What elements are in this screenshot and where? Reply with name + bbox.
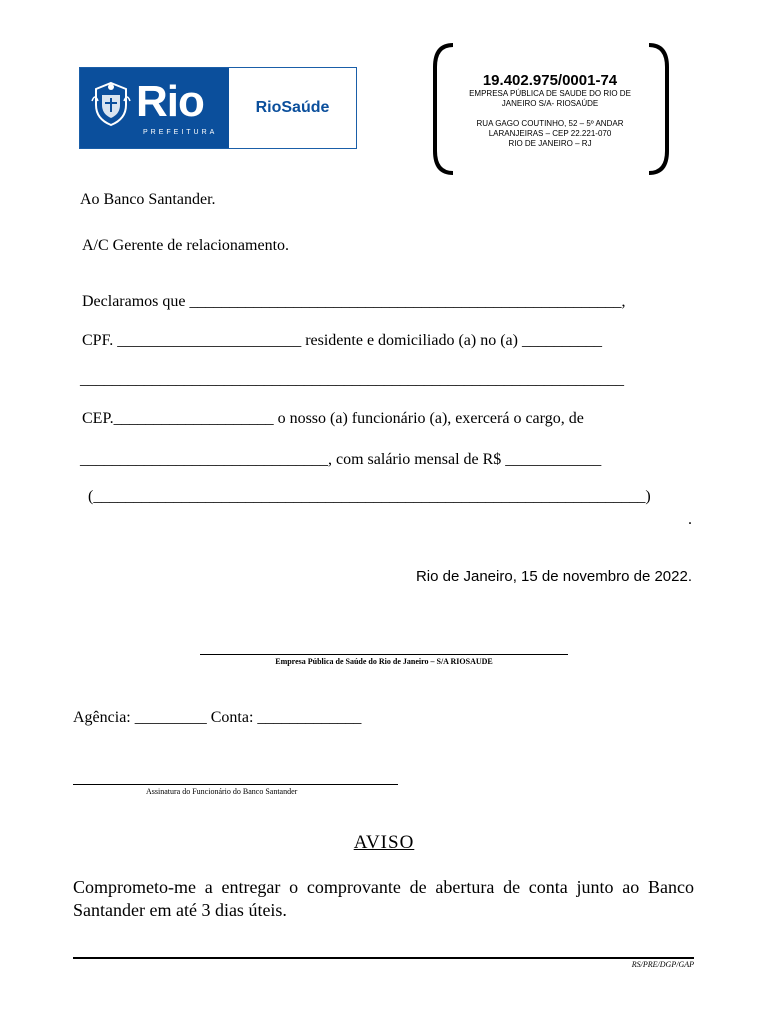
address-line: ____________________________________________________________________ <box>80 371 624 388</box>
attention-line: A/C Gerente de relacionamento. <box>82 237 290 254</box>
declaration-line: Declaramos que ______________________________________________________, <box>82 293 626 310</box>
stamp-line: RIO DE JANEIRO – RJ <box>508 139 592 148</box>
salary-words-line: (_____________________________________________________________________) <box>88 488 651 505</box>
rio-wordmark: Rio <box>136 77 204 126</box>
signature-line <box>73 784 398 785</box>
date-line: Rio de Janeiro, 15 de novembro de 2022. <box>415 568 692 585</box>
cnpj-number: 19.402.975/0001-74 <box>482 72 618 89</box>
agency-account-line: Agência: _________ Conta: _____________ <box>73 709 362 726</box>
cep-line: CEP.____________________ o nosso (a) funcionário (a), exercerá o cargo, de <box>82 410 584 427</box>
signature-line <box>200 654 568 655</box>
salary-line: _______________________________, com salário mensal de R$ ____________ <box>80 451 602 468</box>
notice-title: AVISO <box>353 832 415 853</box>
company-signature-caption: Empresa Pública de Saúde do Rio de Janeiro – S/A RIOSAUDE <box>275 657 493 666</box>
riosaude-wordmark: RioSaúde <box>255 99 330 116</box>
prefeitura-rio-logo <box>80 68 229 148</box>
stamp-line: LARANJEIRAS – CEP 22.221-070 <box>488 129 612 138</box>
bank-signature-caption: Assinatura do Funcionário do Banco Santander <box>146 787 298 796</box>
stamp-line: EMPRESA PÚBLICA DE SAUDE DO RIO DE <box>469 89 631 98</box>
cnpj-stamp <box>447 72 653 149</box>
stamp-line: RUA GAGO COUTINHO, 52 – 5º ANDAR <box>476 119 624 128</box>
notice-text: Comprometo-me a entregar o comprovante de abertura de conta junto ao Banco Santander em até 3 dias úteis. <box>73 877 694 920</box>
addressee: Ao Banco Santander. <box>80 191 216 208</box>
document-reference: RS/PRE/DGP/GAP <box>631 960 694 969</box>
prefeitura-label: PREFEITURA <box>143 129 218 136</box>
trailing-dot: . <box>688 511 692 528</box>
cpf-line: CPF. _______________________ residente e domiciliado (a) no (a) __________ <box>82 332 602 349</box>
city-crest-icon <box>90 81 132 127</box>
stamp-line: JANEIRO S/A- RIOSAÚDE <box>501 99 599 108</box>
footer-rule <box>73 957 694 959</box>
rio-saude-logo <box>79 67 357 149</box>
